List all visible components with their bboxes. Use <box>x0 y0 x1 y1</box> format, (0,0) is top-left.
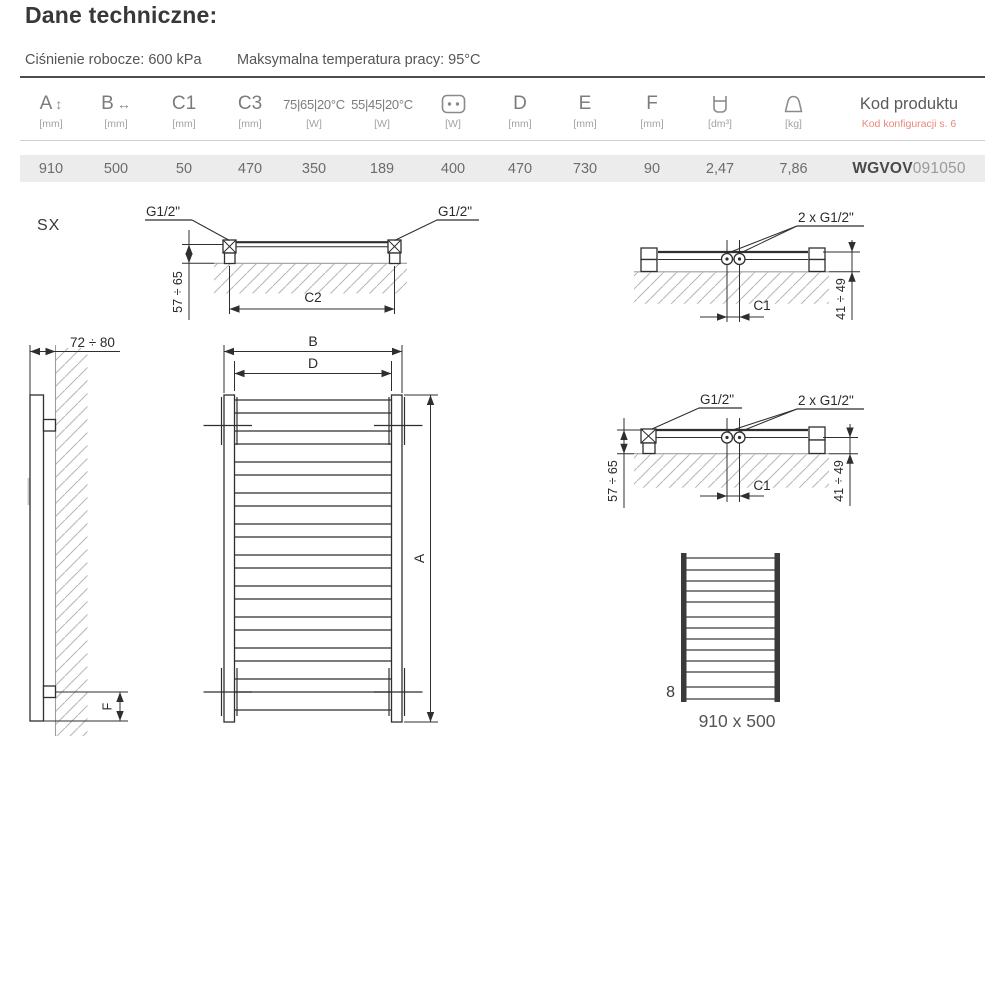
value-power-55: 189 <box>369 160 395 177</box>
col-header-volume: [dm³] <box>686 88 754 140</box>
product-code-suffix: 091050 <box>912 159 966 177</box>
col-header-B: B ↔ [mm] <box>101 93 131 130</box>
bottom-clearance-label: F <box>100 702 115 711</box>
value-A: 910 <box>38 160 64 177</box>
depth-left-label: 57 ÷ 65 <box>606 460 620 502</box>
col-header-product-code: Kod produktu Kod konfiguracji s. 6 <box>859 94 959 130</box>
size-label: 910 x 500 <box>698 711 776 731</box>
page-title: Dane techniczne: <box>25 2 218 28</box>
col-header-power-55: 55|45|20°C [W] <box>351 96 413 130</box>
value-F: 90 <box>643 160 661 177</box>
col-header-A: A ↕ [mm] <box>39 93 63 130</box>
working-pressure-text: Ciśnienie robocze: 600 kPa <box>25 52 202 68</box>
sections-count-label: 8 <box>666 684 675 701</box>
height-a-label: A <box>411 553 427 564</box>
col-header-electric-power: [W] <box>418 88 488 140</box>
combo-connection-diagram <box>606 392 864 508</box>
col-header-C1: C1 [mm] <box>171 93 197 130</box>
col-header-E: E [mm] <box>573 93 597 130</box>
bottom-connection-diagram <box>145 204 479 320</box>
col-header-C3: C3 [mm] <box>237 93 263 130</box>
value-volume: 2,47 <box>705 160 735 177</box>
value-B: 500 <box>103 160 129 177</box>
value-electric-power: 400 <box>440 160 466 177</box>
sx-version-label: SX <box>37 217 61 234</box>
depth-dimension-label: 57 ÷ 65 <box>171 271 185 313</box>
depth-dimension-label: 41 ÷ 49 <box>834 278 848 320</box>
side-view-diagram <box>28 335 129 736</box>
value-C3: 470 <box>237 160 263 177</box>
center-connection-diagram <box>634 210 864 322</box>
depth-right-label: 41 ÷ 49 <box>832 460 846 502</box>
col-header-D: D [mm] <box>508 93 532 130</box>
value-power-75: 350 <box>301 160 327 177</box>
width-d-label: D <box>307 355 319 371</box>
radiator-tubes <box>235 400 392 710</box>
left-thread-label: G1/2" <box>700 392 735 407</box>
value-D: 470 <box>507 160 533 177</box>
c1-dimension-label: C1 <box>753 478 771 493</box>
height-arrow-icon: ↕ <box>55 96 63 112</box>
size-pictogram <box>666 553 780 731</box>
product-code-prefix: WGVOV <box>852 159 913 177</box>
col-header-weight: [kg] <box>754 88 833 140</box>
value-weight: 7,86 <box>779 160 808 177</box>
width-arrow-icon: ↔ <box>116 96 131 112</box>
c2-dimension-label: C2 <box>304 290 322 305</box>
value-E: 730 <box>572 160 598 177</box>
right-thread-label: G1/2" <box>438 204 473 219</box>
value-C1: 50 <box>175 160 193 177</box>
col-header-F: F [mm] <box>640 93 664 130</box>
front-view-diagram <box>204 333 439 722</box>
max-temperature-text: Maksymalna temperatura pracy: 95°C <box>237 52 481 68</box>
width-b-label: B <box>308 333 318 349</box>
center-thread-label: 2 x G1/2" <box>798 210 854 225</box>
center-thread-label: 2 x G1/2" <box>798 393 854 408</box>
config-code-note: Kod konfiguracji s. 6 <box>861 118 957 130</box>
c1-dimension-label: C1 <box>753 298 771 313</box>
left-thread-label: G1/2" <box>146 204 181 219</box>
col-header-power-75: 75|65|20°C [W] <box>283 96 345 130</box>
wall-distance-label: 72 ÷ 80 <box>70 335 115 350</box>
pictogram-tubes <box>687 558 775 699</box>
